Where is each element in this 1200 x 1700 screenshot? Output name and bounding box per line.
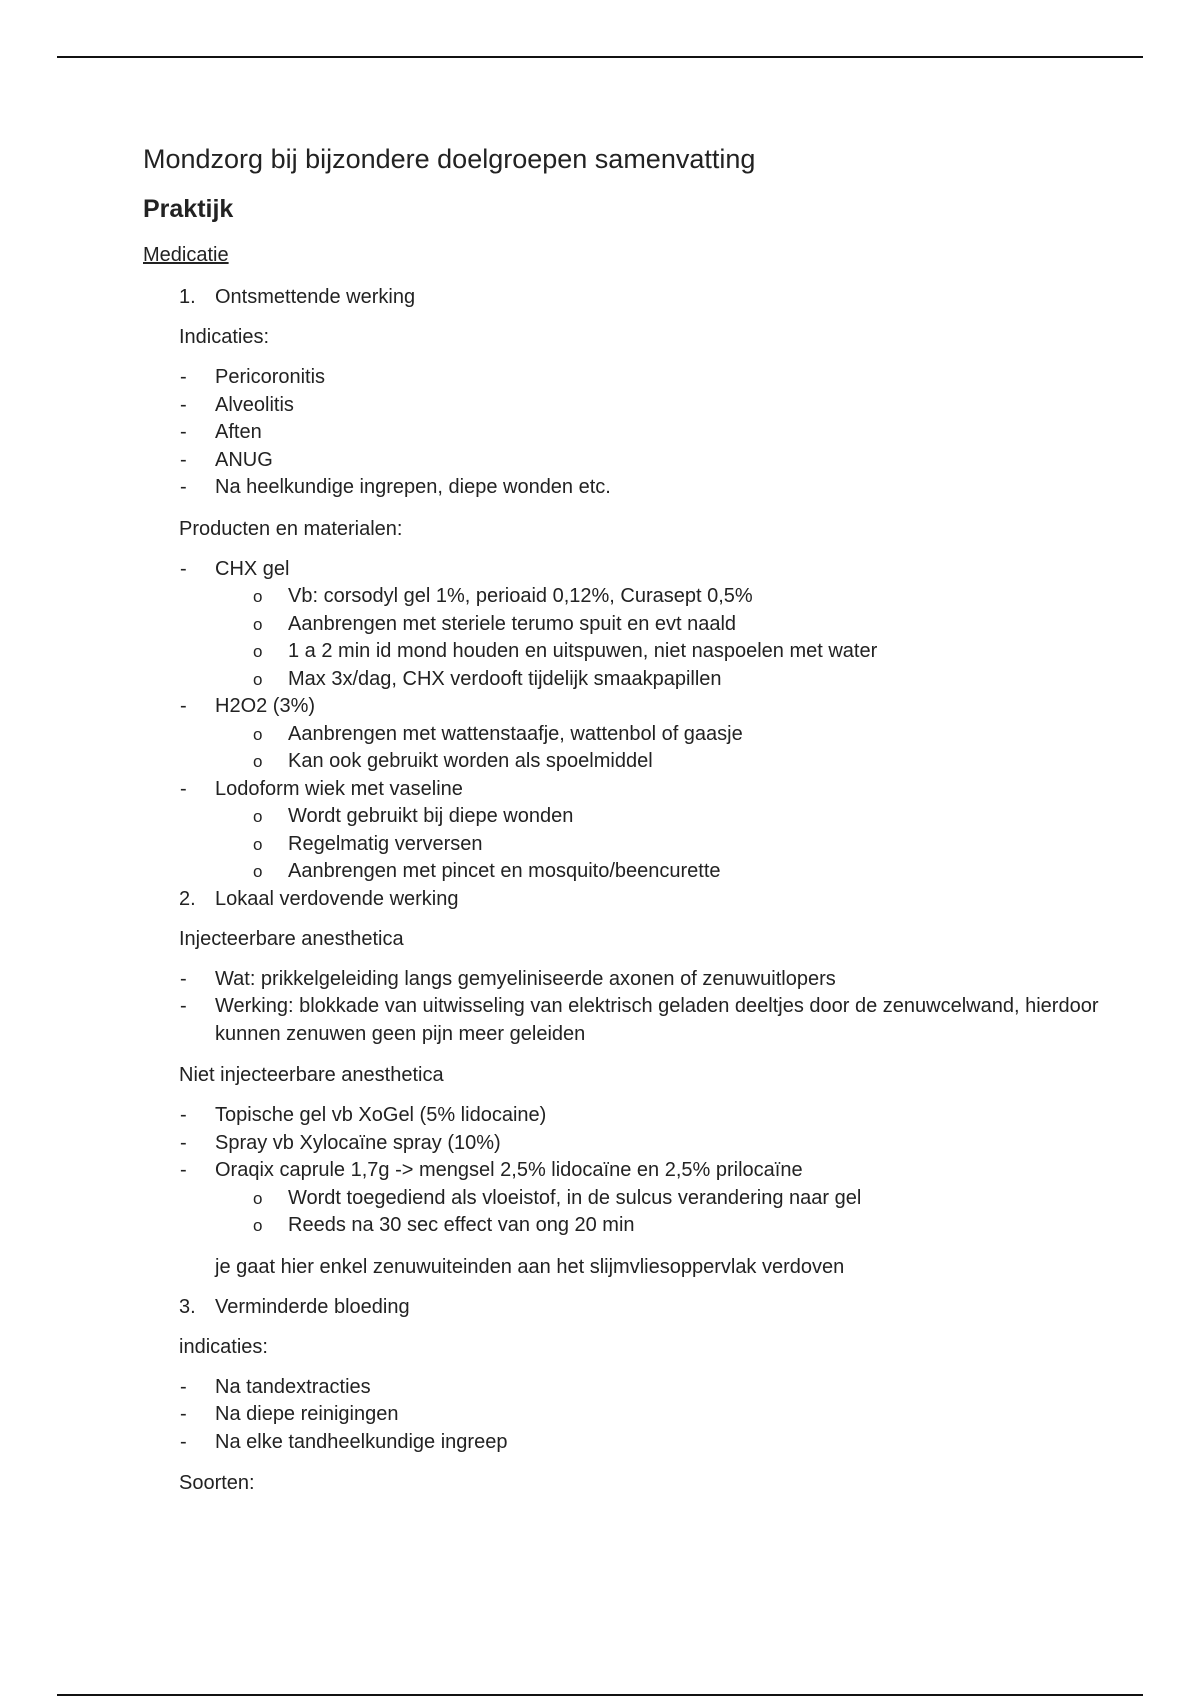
list-item [143, 419, 1143, 447]
list-item [143, 966, 1143, 994]
dash-bullet: - [180, 967, 187, 990]
dash-bullet: - [180, 777, 187, 800]
list-item-text: ANUG [215, 448, 273, 471]
sub-list-item [143, 831, 1143, 859]
dash-bullet: - [180, 366, 187, 388]
niet-injecteerbaar-list [143, 1102, 1143, 1240]
circle-bullet-icon: o [253, 1216, 263, 1235]
numbered-item-3 [143, 1294, 1143, 1320]
sub-list-item-text: Max 3x/dag, CHX verdooft tijdelijk smaakpapillen [288, 667, 722, 690]
item-number: 2. [179, 887, 196, 910]
document-body [143, 142, 1143, 1496]
list-item [143, 1130, 1143, 1158]
indicaties-list-3 [143, 1374, 1143, 1457]
top-rule [57, 56, 1143, 58]
list-item-text: Alveolitis [215, 393, 294, 416]
dash-bullet: - [180, 995, 187, 1017]
sub-list-item-text: Kan ook gebruikt worden als spoelmiddel [288, 750, 653, 772]
sub-list-item [143, 666, 1143, 694]
list-item-text: Oraqix caprule 1,7g -> mengsel 2,5% lidocaïne en 2,5% prilocaïne [215, 1159, 803, 1181]
item-label: Ontsmettende werking [215, 286, 416, 308]
list-item [143, 392, 1143, 420]
list-item-text: Na elke tandheelkundige ingreep [215, 1430, 508, 1453]
circle-bullet-icon: o [253, 862, 263, 881]
circle-bullet-icon: o [253, 752, 263, 771]
list-item-text: Pericoronitis [215, 366, 326, 388]
sub-list-item-text: Aanbrengen met wattenstaafje, wattenbol of gaasje [288, 722, 743, 745]
circle-bullet-icon: o [253, 834, 263, 854]
sub-list-item-text: Regelmatig verversen [288, 832, 483, 855]
list-item [143, 1102, 1143, 1130]
note-text: je gaat hier enkel zenuwuiteinden aan het slijmvliesoppervlak verdoven [215, 1255, 845, 1278]
dash-bullet: - [180, 448, 187, 471]
indicaties-list [143, 364, 1143, 502]
dash-bullet: - [180, 1159, 187, 1181]
list-item [143, 364, 1143, 392]
circle-bullet-icon: o [253, 1188, 263, 1208]
list-item [143, 1157, 1143, 1185]
circle-bullet-icon: o [253, 669, 263, 689]
circle-bullet-icon: o [253, 642, 263, 661]
list-item [143, 1429, 1143, 1457]
list-item-text: Wat: prikkelgeleiding langs gemyeliniseerde axonen of zenuwuitlopers [215, 967, 836, 990]
list-item [143, 474, 1143, 502]
list-item [143, 1401, 1143, 1429]
producten-label: Producten en materialen: [179, 517, 403, 540]
list-item [143, 993, 1143, 1048]
sub-list-item [143, 611, 1143, 639]
list-item-text: Na tandextracties [215, 1375, 371, 1398]
document-title: Mondzorg bij bijzondere doelgroepen samenvatting [143, 144, 756, 174]
dash-bullet: - [180, 557, 187, 580]
sub-list-item-text: Vb: corsodyl gel 1%, perioaid 0,12%, Curasept 0,5% [288, 585, 753, 607]
dash-bullet: - [180, 1430, 187, 1453]
soorten-label: Soorten: [179, 1472, 255, 1494]
dash-bullet: - [180, 695, 187, 717]
list-item-text: Na heelkundige ingrepen, diepe wonden etc. [215, 476, 611, 498]
injecteerbaar-list [143, 966, 1143, 1049]
circle-bullet-icon: o [253, 724, 263, 744]
numbered-item-1 [143, 284, 1143, 310]
dash-bullet: - [180, 421, 187, 443]
heading-praktijk: Praktijk [143, 195, 234, 223]
list-item-text: Na diepe reinigingen [215, 1403, 399, 1425]
sub-list-item-text: Aanbrengen met pincet en mosquito/beencurette [288, 860, 721, 882]
sub-list-item [143, 638, 1143, 666]
circle-bullet-icon: o [253, 807, 263, 826]
indicaties-label-3: indicaties: [179, 1335, 268, 1358]
circle-bullet-icon: o [253, 587, 263, 606]
sub-list-item [143, 748, 1143, 776]
sub-list-item [143, 803, 1143, 831]
list-item-text: Werking: blokkade van uitwisseling van elektrisch geladen deeltjes door de zenuwcelwand, hierdoor kunnen zenuwen geen pijn meer geleiden [215, 995, 1099, 1045]
sub-list-item-text: Wordt gebruikt bij diepe wonden [288, 805, 574, 827]
sub-list-item [143, 721, 1143, 749]
numbered-item-2 [143, 886, 1143, 912]
dash-bullet: - [180, 1403, 187, 1425]
list-item [143, 776, 1143, 804]
list-item-text: Spray vb Xylocaïne spray (10%) [215, 1131, 501, 1154]
sub-list-item [143, 1185, 1143, 1213]
item-number: 3. [179, 1295, 196, 1318]
circle-bullet-icon: o [253, 614, 263, 634]
sub-list-item-text: Reeds na 30 sec effect van ong 20 min [288, 1214, 635, 1236]
producten-list [143, 556, 1143, 886]
list-item [143, 693, 1143, 721]
dash-bullet: - [180, 476, 187, 498]
sub-list-item-text: Aanbrengen met steriele terumo spuit en evt naald [288, 612, 737, 635]
dash-bullet: - [180, 1131, 187, 1154]
item-label: Verminderde bloeding [215, 1295, 410, 1318]
dash-bullet: - [180, 1375, 187, 1398]
list-item-text: Aften [215, 421, 262, 443]
sub-list-item [143, 858, 1143, 886]
sub-list-item-text: 1 a 2 min id mond houden en uitspuwen, niet naspoelen met water [288, 640, 878, 662]
list-item [143, 556, 1143, 584]
sub-list-item [143, 1212, 1143, 1240]
list-item-text: H2O2 (3%) [215, 695, 316, 717]
item-number: 1. [179, 286, 196, 308]
list-item-text: CHX gel [215, 557, 290, 580]
bottom-rule [57, 1694, 1143, 1696]
sub-list-item-text: Wordt toegediend als vloeistof, in de sulcus verandering naar gel [288, 1186, 862, 1209]
list-item [143, 1374, 1143, 1402]
indicaties-label: Indicaties: [179, 326, 270, 348]
niet-injecteerbaar-label: Niet injecteerbare anesthetica [179, 1064, 444, 1086]
dash-bullet: - [180, 393, 187, 416]
section-title-medicatie: Medicatie [143, 244, 229, 266]
item-label: Lokaal verdovende werking [215, 887, 459, 910]
list-item [143, 447, 1143, 475]
injecteerbaar-label: Injecteerbare anesthetica [179, 927, 404, 950]
list-item-text: Lodoform wiek met vaseline [215, 777, 463, 800]
list-item-text: Topische gel vb XoGel (5% lidocaine) [215, 1104, 547, 1126]
sub-list-item [143, 583, 1143, 611]
dash-bullet: - [180, 1104, 187, 1126]
